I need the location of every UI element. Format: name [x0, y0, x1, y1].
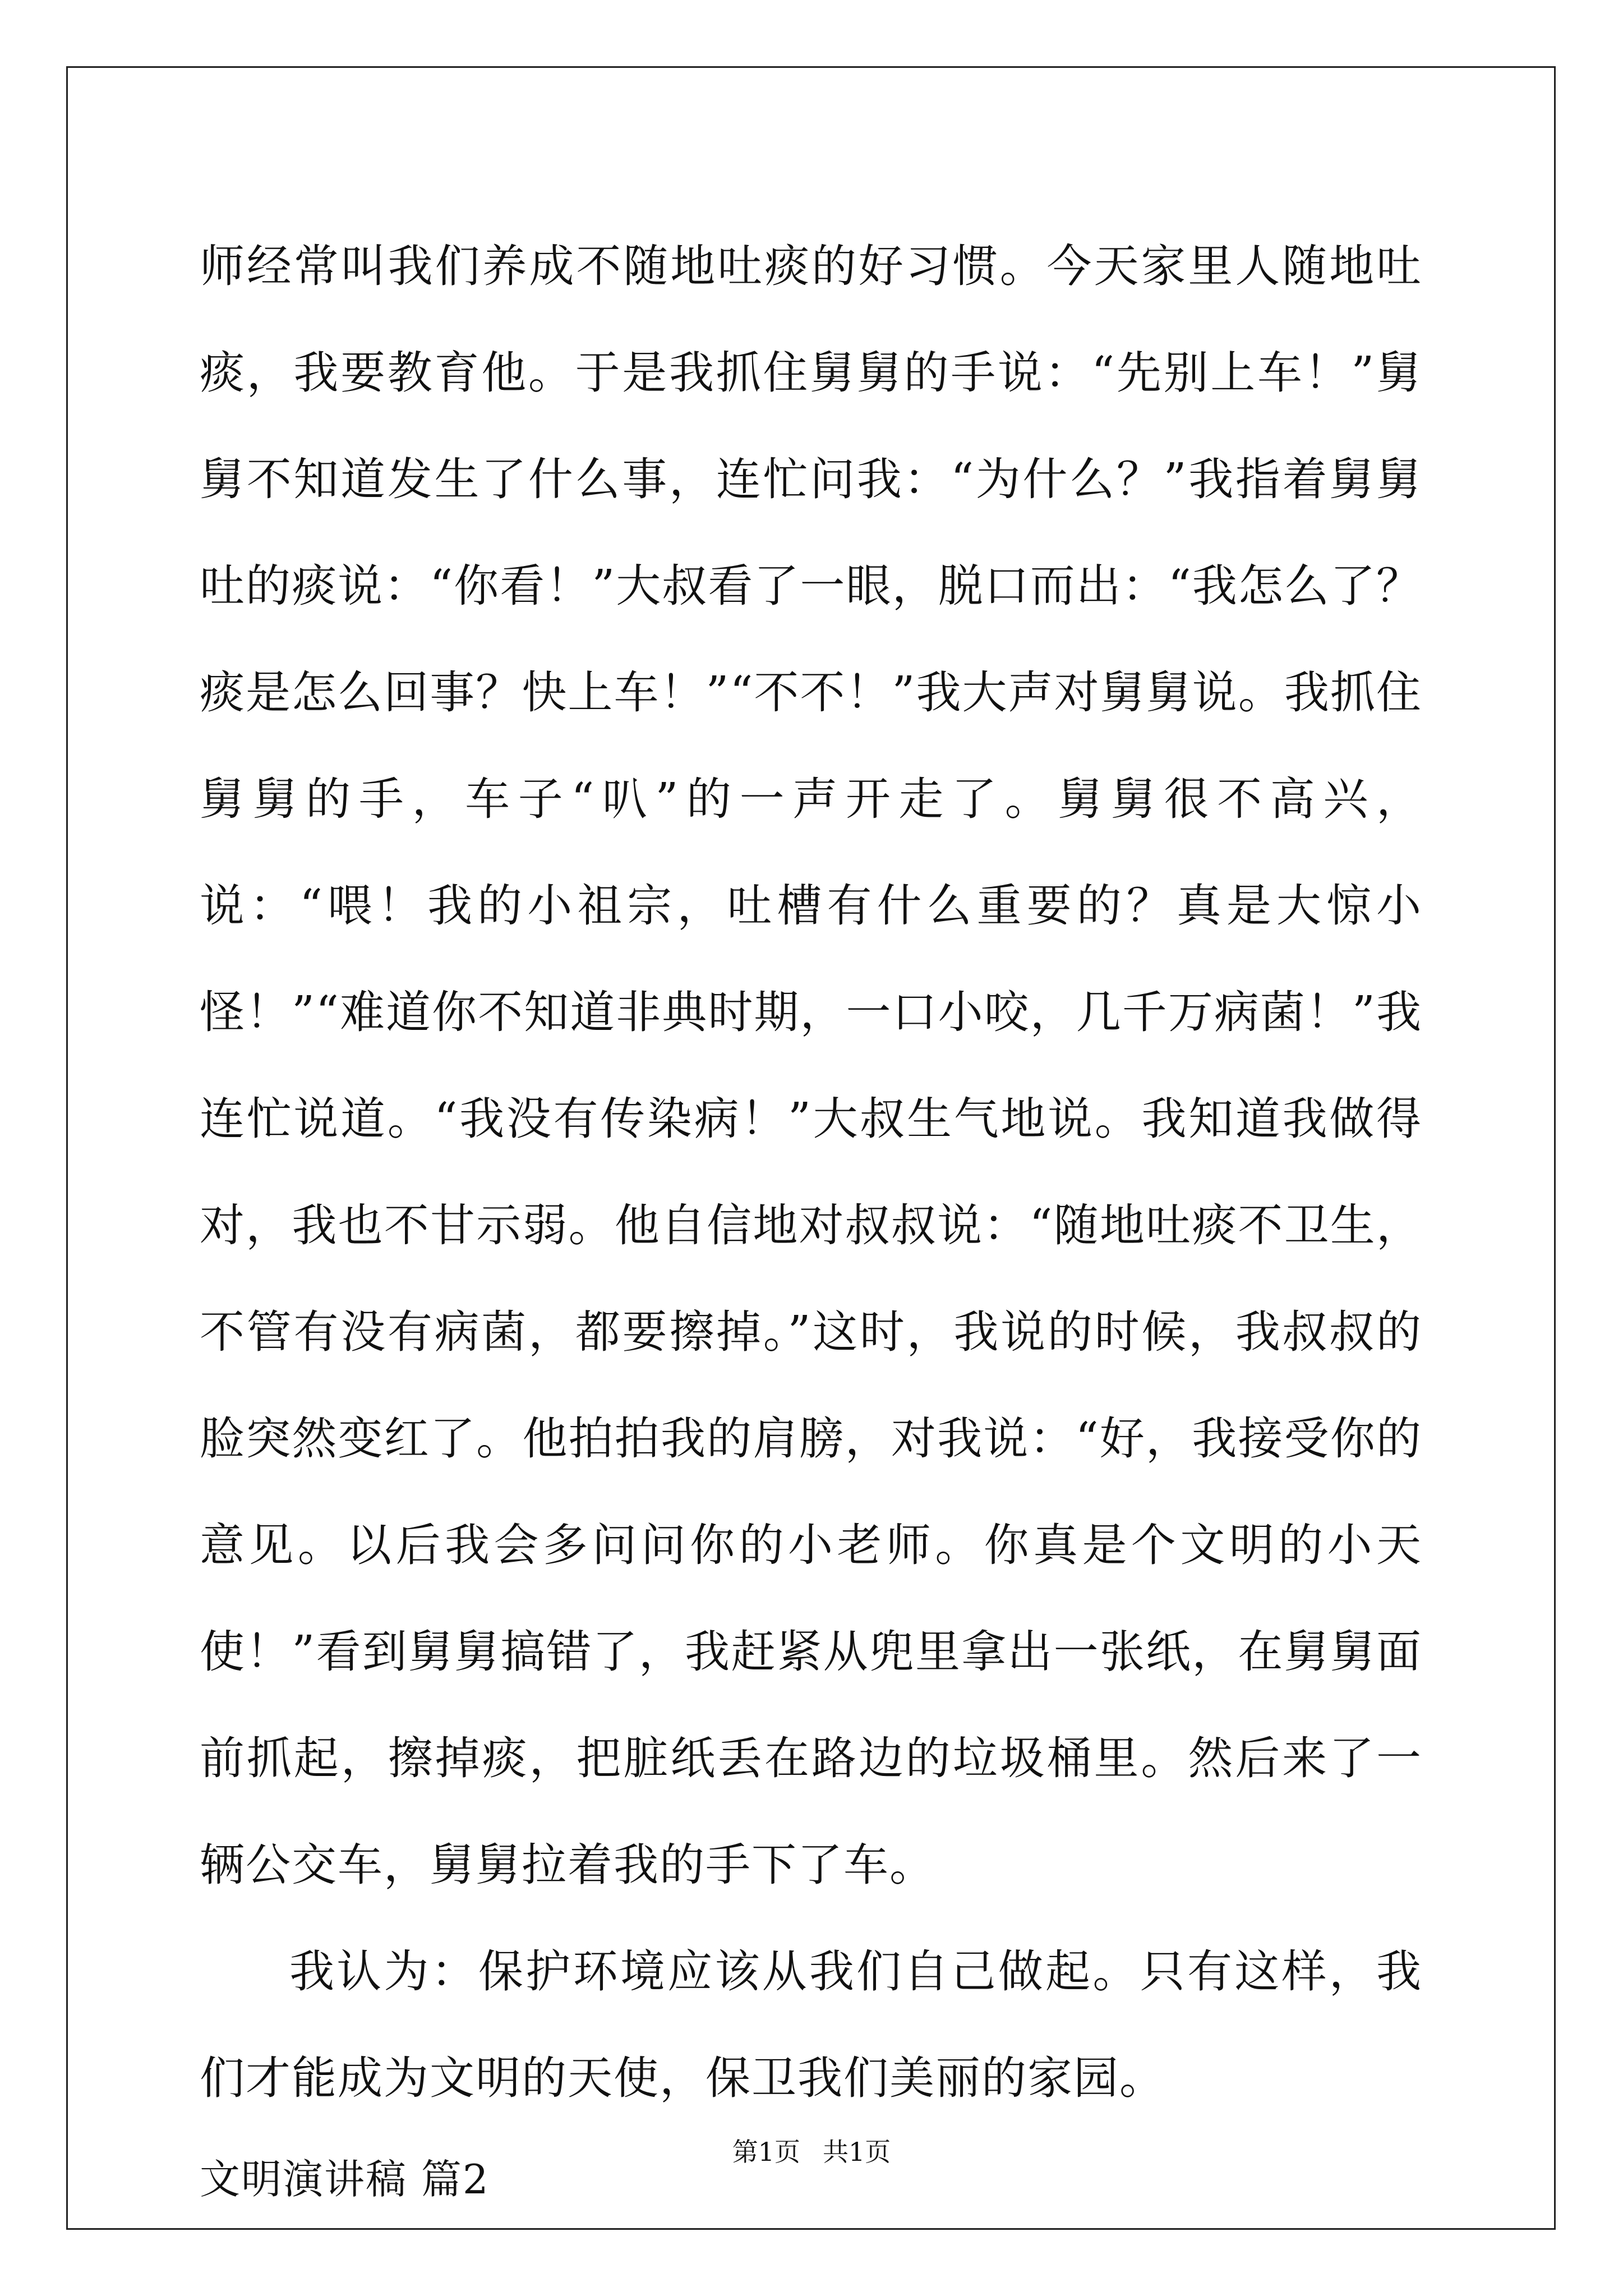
- section-heading: 文明演讲稿 篇2: [200, 2156, 490, 2203]
- page-number: 第1页: [732, 2137, 800, 2167]
- document-body: [200, 213, 1422, 2227]
- page-total: 共1页: [823, 2137, 891, 2167]
- page-footer: [0, 2132, 1623, 2169]
- body-paragraph-1: 师经常叫我们养成不随地吐痰的好习惯。今天家里人随地吐痰，我要教育他。于是我抓住舅舅的手说：“先别上车！”舅舅不知道发生了什么事，连忙问我：“为什么？”我指着舅舅吐的痰说：“你看！”大叔看了一眼，脱口而出：“我怎么了？痰是怎么回事？快上车！”“不不！”我大声对舅舅说。我抓住舅舅的手，车子“叭”的一声开走了。舅舅很不高兴，说：“喂！我的小祖宗，吐槽有什么重要的？真是大惊小怪！”“难道你不知道非典时期，一口小咬，几千万病菌！”我连忙说道。“我没有传染病！”大叔生气地说。我知道我做得对，我也不甘示弱。他自信地对叔叔说：“随地吐痰不卫生，不管有没有病菌，都要擦掉。”这时，我说的时候，我叔叔的脸突然变红了。他拍拍我的肩膀，对我说：“好，我接受你的意见。以后我会多问问你的小老师。你真是个文明的小天使！”看到舅舅搞错了，我赶紧从兜里拿出一张纸，在舅舅面前抓起，擦掉痰，把脏纸丢在路边的垃圾桶里。然后来了一辆公交车，舅舅拉着我的手下了车。: [200, 240, 1422, 1891]
- body-paragraph-2: 我认为：保护环境应该从我们自己做起。只有这样，我们才能成为文明的天使，保卫我们美丽的家园。: [200, 1945, 1422, 2104]
